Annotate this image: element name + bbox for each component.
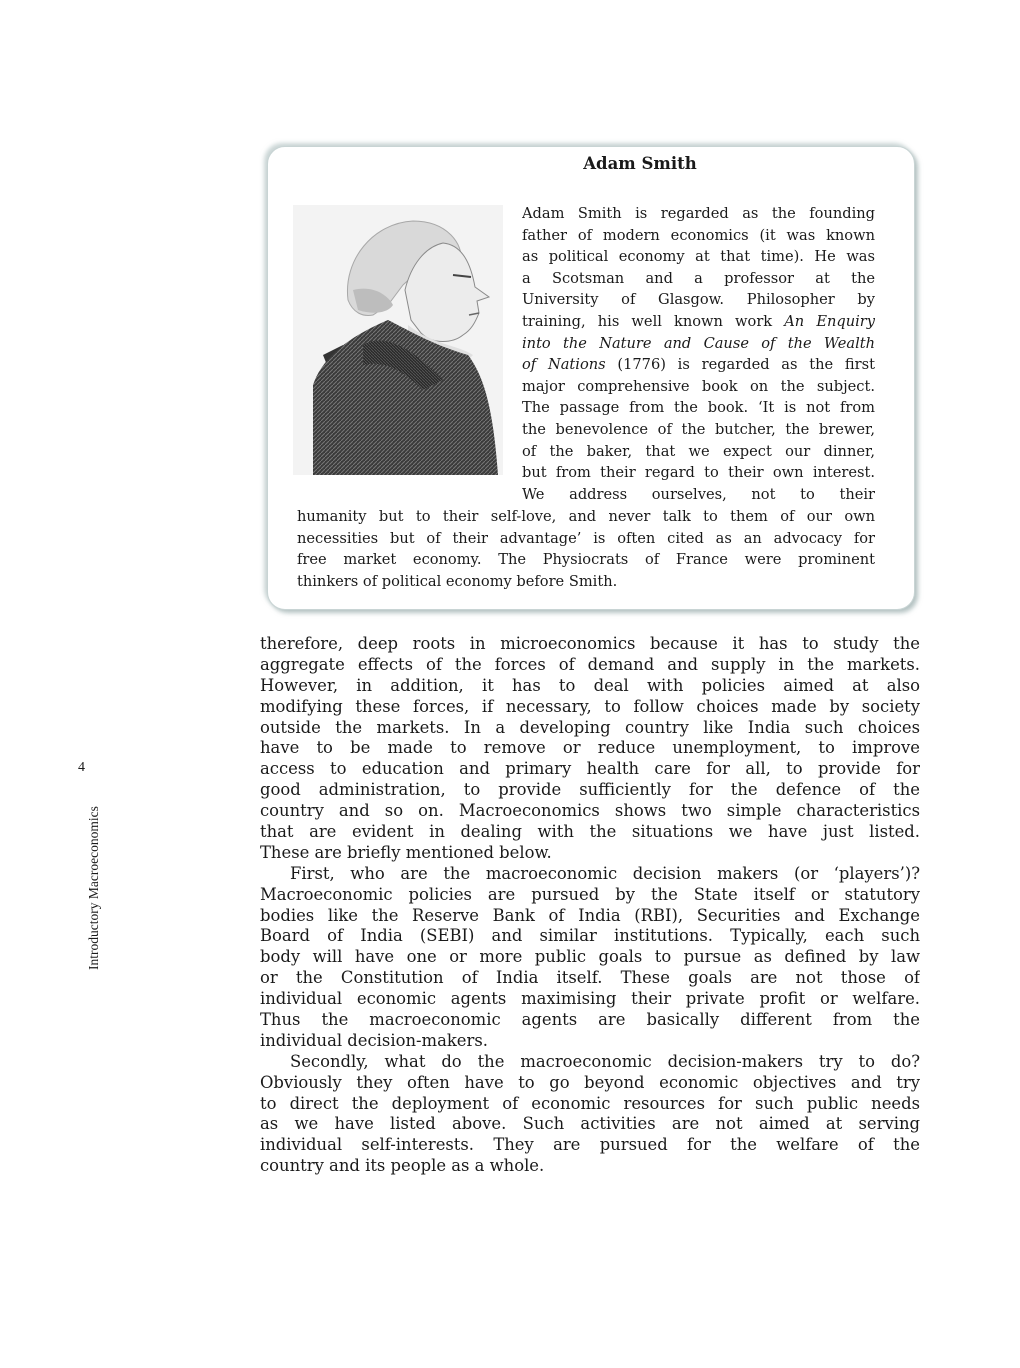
box-line: of the baker, that we expect our dinner, <box>522 442 875 460</box>
text-line: Board of India (SEBI) and similar institutions. Typically, each such <box>260 926 920 946</box>
text-line: as we have listed above. Such activities are not aimed at serving <box>260 1114 920 1134</box>
box-title: Adam Smith <box>583 154 697 173</box>
portrait-engraving-icon <box>293 205 503 475</box>
text-line: These are briefly mentioned below. <box>260 842 552 862</box>
box-line: humanity but to their self-love, and never talk to them of our own <box>297 508 875 525</box>
box-line <box>522 333 875 355</box>
text-line: outside the markets. In a developing country like India such choices <box>260 717 920 737</box>
book-title-italic: of Nations <box>522 356 606 374</box>
box-line: father of modern economics (it was known <box>522 226 875 244</box>
text-line: therefore, deep roots in microeconomics because it has to study the <box>260 634 920 653</box>
text-line: aggregate effects of the forces of demand and supply in the markets. <box>260 654 920 674</box>
text-line: bodies like the Reserve Bank of India (RBI), Securities and Exchange <box>260 905 920 925</box>
box-line: of Nations (1776) is regarded as the first <box>522 356 875 374</box>
box-line: University of Glasgow. Philosopher by <box>522 291 875 309</box>
text-line: Obviously they often have to go beyond economic objectives and try <box>260 1072 920 1092</box>
box-line: the benevolence of the butcher, the brewer, <box>522 420 875 438</box>
box-line: Adam Smith is regarded as the founding <box>522 205 875 222</box>
paragraph-2 <box>260 864 920 1052</box>
box-line: thinkers of political economy before Smith. <box>297 572 618 590</box>
box-line: necessities but of their advantage’ is often cited as an advocacy for <box>297 529 875 547</box>
text-line: have to be made to remove or reduce unemployment, to improve <box>260 738 920 758</box>
text-line: Secondly, what do the macroeconomic decision-makers try to do? <box>290 1051 920 1071</box>
box-line: The passage from the book. ‘It is not from <box>522 399 875 417</box>
paragraph-1 <box>260 634 920 864</box>
text-line: First, who are the macroeconomic decision makers (or ‘players’)? <box>290 863 920 883</box>
text-line: that are evident in dealing with the situations we have just listed. <box>260 822 920 842</box>
adam-smith-portrait <box>293 205 503 475</box>
box-line: major comprehensive book on the subject. <box>522 377 875 395</box>
text-line: country and so on. Macroeconomics shows two simple characteristics <box>260 801 920 821</box>
text-line: However, in addition, it has to deal with policies aimed at also <box>260 675 920 695</box>
text-line: to direct the deployment of economic resources for such public needs <box>260 1093 920 1113</box>
text-line: modifying these forces, if necessary, to follow choices made by society <box>260 696 920 716</box>
box-line: free market economy. The Physiocrats of France were prominent <box>297 551 875 569</box>
box-line: but from their regard to their own interest. <box>522 464 875 482</box>
text-line: Thus the macroeconomic agents are basically different from the <box>260 1010 920 1030</box>
paragraph-3 <box>260 1052 920 1177</box>
text-line: body will have one or more public goals to pursue as defined by law <box>260 947 920 967</box>
box-line: training, his well known work An Enquiry <box>522 312 875 330</box>
box-line: We address ourselves, not to their <box>522 485 875 503</box>
text-line: good administration, to provide sufficiently for the defence of the <box>260 780 920 800</box>
main-body-text <box>260 634 920 1177</box>
book-title-italic: An Enquiry <box>784 312 875 330</box>
text-line: access to education and primary health care for all, to provide for <box>260 759 920 779</box>
text-line: or the Constitution of India itself. These goals are not those of <box>260 968 920 988</box>
book-title-italic: into the Nature and Cause of the Wealth <box>522 334 875 352</box>
text-line: Macroeconomic policies are pursued by the State itself or statutory <box>260 884 920 904</box>
box-line: a Scotsman and a professor at the <box>522 269 875 287</box>
page-number: 4 <box>78 760 85 775</box>
running-book-title: Introductory Macroeconomics <box>86 806 101 970</box>
text-line: individual self-interests. They are pursued for the welfare of the <box>260 1135 920 1155</box>
text-line: country and its people as a whole. <box>260 1156 545 1176</box>
text-line: individual economic agents maximising their private profit or welfare. <box>260 989 920 1009</box>
text-line: individual decision-makers. <box>260 1030 488 1050</box>
box-line: as political economy at that time). He was <box>522 248 875 266</box>
box-body-wide <box>297 506 875 592</box>
box-body-narrow <box>522 203 875 505</box>
